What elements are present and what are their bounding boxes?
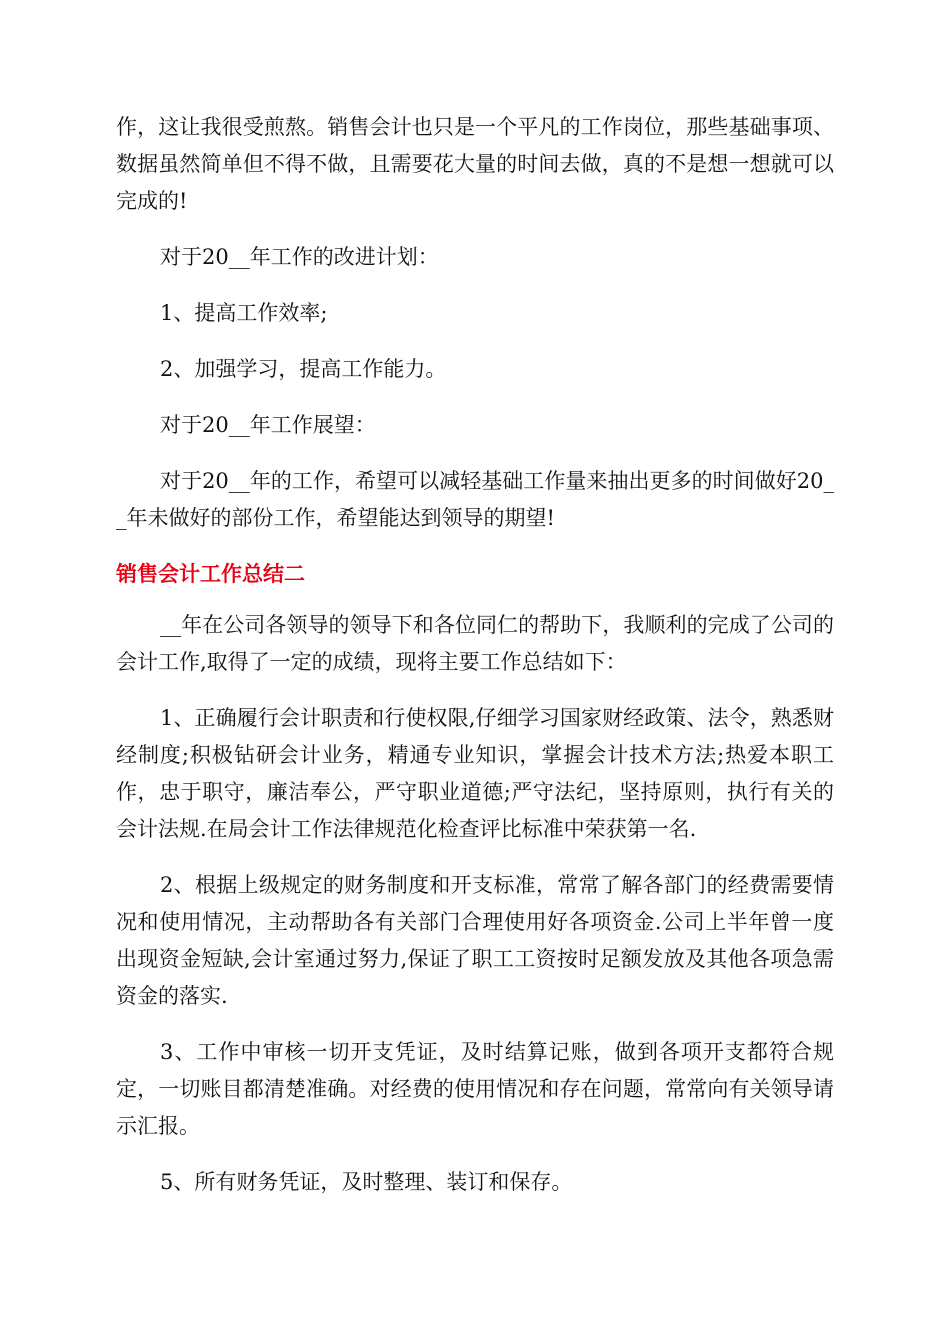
paragraph: 对于20__年工作展望： (160, 413, 376, 437)
paragraph: 2、加强学习，提高工作能力。 (160, 357, 447, 381)
paragraph: 5、所有财务凭证，及时整理、装订和保存。 (160, 1170, 573, 1194)
document-body-bottom (116, 607, 834, 1201)
paragraph: 1、提高工作效率; (160, 301, 328, 325)
paragraph: __年在公司各领导的领导下和各位同仁的帮助下，我顺利的完成了公司的会计工作,取得了一定的成绩，现将主要工作总结如下： (116, 613, 834, 674)
paragraph: 作，这让我很受煎熬。销售会计也只是一个平凡的工作岗位，那些基础事项、数据虽然简单但不得不做，且需要花大量的时间去做，真的不是想一想就可以完成的! (116, 115, 834, 213)
paragraph: 对于20__年工作的改进计划： (160, 245, 439, 269)
paragraph: 对于20__年的工作，希望可以减轻基础工作量来抽出更多的时间做好20__年未做好的部份工作，希望能达到领导的期望! (116, 469, 834, 530)
section-heading: 销售会计工作总结二 (116, 562, 305, 586)
paragraph: 2、根据上级规定的财务制度和开支标准，常常了解各部门的经费需要情况和使用情况，主动帮助各有关部门合理使用好各项资金.公司上半年曾一度出现资金短缺,会计室通过努力,保证了职工工资按时足额发放及其他各项急需资金的落实. (116, 873, 834, 1008)
paragraph: 1、正确履行会计职责和行使权限,仔细学习国家财经政策、法令，熟悉财经制度;积极钻研会计业务，精通专业知识，掌握会计技术方法;热爱本职工作，忠于职守，廉洁奉公，严守职业道德;严守法纪，坚持原则，执行有关的会计法规.在局会计工作法律规范化检查评比标准中荣获第一名. (116, 706, 834, 841)
document-body-top (116, 109, 834, 537)
paragraph: 3、工作中审核一切开支凭证，及时结算记账，做到各项开支都符合规定，一切账目都清楚准确。对经费的使用情况和存在问题，常常向有关领导请示汇报。 (116, 1040, 834, 1138)
